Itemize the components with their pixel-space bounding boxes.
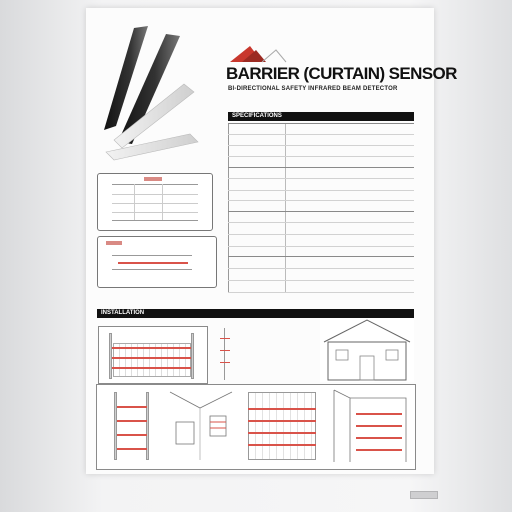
room-illustration (166, 388, 236, 464)
page-title: BARRIER (CURTAIN) SENSOR (226, 64, 457, 83)
channel-table-label (144, 177, 162, 181)
spec-row-divider (228, 178, 414, 179)
spec-row-divider (228, 222, 414, 223)
spec-row-divider (228, 234, 414, 235)
page-subtitle: BI-DIRECTIONAL SAFETY INFRARED BEAM DETECTOR (228, 86, 398, 92)
spec-row-divider (228, 145, 414, 146)
spec-row-divider (228, 280, 414, 281)
spec-row-divider (228, 256, 414, 257)
spec-section-header: SPECIFICATIONS (228, 112, 414, 121)
sensor-bar-icon (96, 22, 206, 162)
page-control-button[interactable] (410, 491, 438, 499)
spec-row-divider (228, 268, 414, 269)
spec-row-divider (228, 167, 414, 168)
window-illustration (100, 388, 160, 464)
spec-row-divider (228, 156, 414, 157)
house-illustration (320, 318, 414, 382)
spec-row-divider (228, 123, 414, 124)
spec-row-divider (228, 190, 414, 191)
channel-table-box (97, 173, 213, 231)
fence-illustration (244, 388, 320, 464)
gate-illustration (98, 326, 208, 384)
spec-row-divider (228, 292, 414, 293)
pole-illustration (210, 326, 244, 382)
spec-row-divider (228, 211, 414, 212)
brand-logo-icon (228, 44, 288, 64)
spec-row-divider (228, 246, 414, 247)
spec-row-divider (228, 134, 414, 135)
install-section-header: INSTALLATION (97, 309, 414, 318)
door-illustration (330, 388, 412, 464)
wiring-diagram-box (97, 236, 217, 288)
spec-row-divider (228, 200, 414, 201)
